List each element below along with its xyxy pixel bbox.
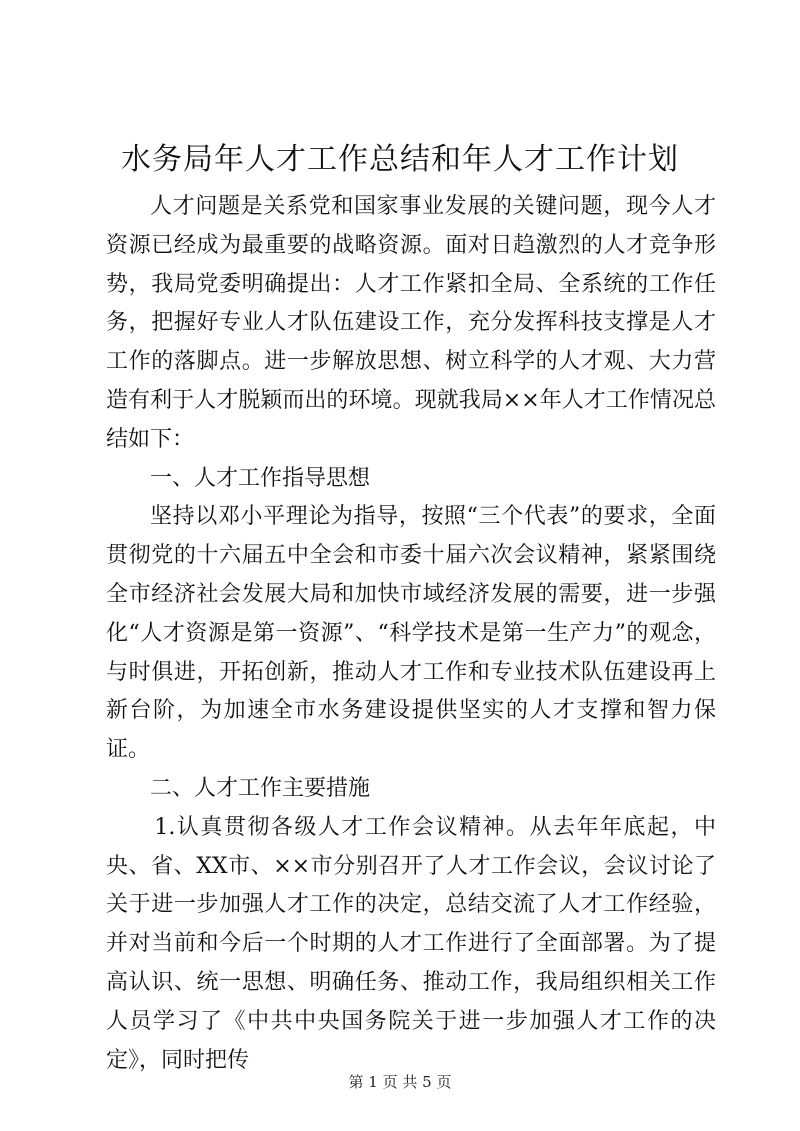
intro-paragraph: 人才问题是关系党和国家事业发展的关键问题，现今人才资源已经成为最重要的战略资源。面对日趋激烈的人才竞争形势，我局党委明确提出：人才工作紧扣全局、全系统的工作任务，把握好专业人才队伍建设工作，充分发挥科技支撑是人才工作的落脚点。进一步解放思想、树立科学的人才观、大力营造有利于人才脱颖而出的环境。现就我局××年人才工作情况总结如下：: [106, 194, 716, 452]
section-heading-guiding-ideology: 一、人才工作指导思想: [150, 465, 371, 491]
document-title: 水务局年人才工作总结和年人才工作计划: [121, 142, 679, 177]
page-number-footer: 第 1 页 共 5 页: [348, 1073, 452, 1091]
section-heading-main-measures: 二、人才工作主要措施: [150, 775, 371, 801]
measure-item-1-paragraph: 1.认真贯彻各级人才工作会议精神。从去年年底起，中央、省、XX市、××市分别召开了人才工作会议，会议讨论了关于进一步加强人才工作的决定，总结交流了人才工作经验，并对当前和今后一个时期的人才工作进行了全面部署。为了提高认识、统一思想、明确任务、推动工作，我局组织相关工作人员学习了《中共中央国务院关于进一步加强人才工作的决定》，同时把传: [106, 814, 716, 1073]
guiding-ideology-paragraph: 坚持以邓小平理论为指导，按照“三个代表”的要求，全面贯彻党的十六届五中全会和市委十届六次会议精神，紧紧围绕全市经济社会发展大局和加快市域经济发展的需要，进一步强化“人才资源是第一资源”、“科学技术是第一生产力”的观念，与时俱进，开拓创新，推动人才工作和专业技术队伍建设再上新台阶，为加速全市水务建设提供坚实的人才支撑和智力保证。: [106, 504, 716, 763]
document-body: [106, 188, 716, 1080]
